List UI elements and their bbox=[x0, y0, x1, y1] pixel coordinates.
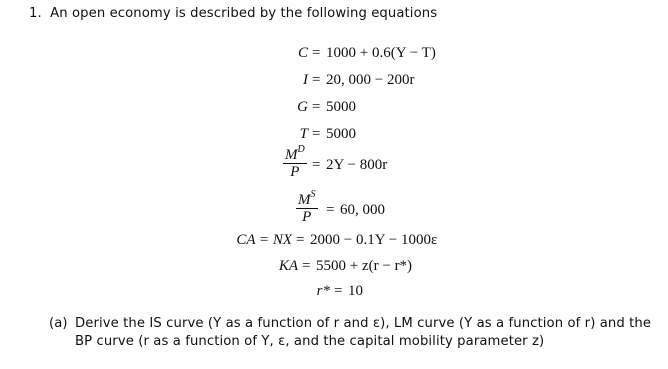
equals-sign: = bbox=[312, 72, 321, 88]
equation-money-demand bbox=[0, 144, 668, 185]
equals-sign: = bbox=[334, 283, 343, 299]
equation-rhs: 5000 bbox=[326, 99, 356, 115]
equation-rhs: 2Y − 800r bbox=[326, 157, 388, 173]
equation-world-interest-rate bbox=[0, 283, 668, 303]
equals-sign: = bbox=[302, 258, 311, 274]
equation-rhs: 20, 000 − 200r bbox=[326, 72, 415, 88]
fraction-denominator: P bbox=[290, 164, 300, 180]
part-a-text-line-2: BP curve (r as a function of Y, ε, and the capital mobility parameter z) bbox=[75, 334, 545, 349]
fraction-numerator: $M^D$ bbox=[285, 144, 305, 163]
fraction-money-supply bbox=[296, 189, 318, 225]
equation-rhs: 5000 bbox=[326, 126, 356, 142]
fraction-numerator: $M^S$ bbox=[298, 189, 316, 208]
equation-rhs: 60, 000 bbox=[340, 202, 385, 218]
question-header bbox=[29, 6, 437, 21]
equals-sign: = bbox=[296, 232, 305, 248]
equation-taxes bbox=[0, 126, 668, 146]
equation-current-account bbox=[0, 232, 668, 252]
equation-government bbox=[0, 99, 668, 119]
equals-sign: = bbox=[312, 45, 321, 61]
equals-sign: = bbox=[312, 99, 321, 115]
question-text: An open economy is described by the following equations bbox=[50, 6, 438, 21]
equals-sign: = bbox=[312, 126, 321, 142]
equation-rhs: 10 bbox=[348, 283, 363, 299]
equation-rhs: 1000 + 0.6(Y − T) bbox=[326, 45, 436, 61]
equation-lhs: r* bbox=[316, 283, 330, 299]
part-a-label: (a) bbox=[49, 316, 68, 331]
equation-lhs: I bbox=[303, 72, 308, 88]
equation-investment bbox=[0, 72, 668, 92]
equation-rhs: 2000 − 0.1Y − 1000ε bbox=[310, 232, 438, 248]
equation-rhs: 5500 + z(r − r*) bbox=[316, 258, 413, 274]
equation-money-supply bbox=[0, 189, 668, 230]
equation-lhs: C bbox=[297, 45, 308, 61]
equation-consumption bbox=[0, 45, 668, 65]
equation-lhs: T bbox=[299, 126, 308, 142]
equation-lhs: G bbox=[297, 99, 308, 115]
equals-sign: = bbox=[326, 202, 335, 218]
equals-sign: = bbox=[312, 157, 321, 173]
question-number: 1. bbox=[29, 6, 42, 21]
fraction-money-demand bbox=[283, 144, 307, 180]
fraction-denominator: P bbox=[302, 209, 312, 225]
equation-lhs: KA bbox=[278, 258, 298, 274]
part-a-text-line-1: Derive the IS curve (Y as a function of r and ε), LM curve (Y as a function of r) and the bbox=[75, 316, 652, 331]
equation-capital-account bbox=[0, 258, 668, 278]
equation-lhs: CA = NX bbox=[236, 232, 292, 248]
